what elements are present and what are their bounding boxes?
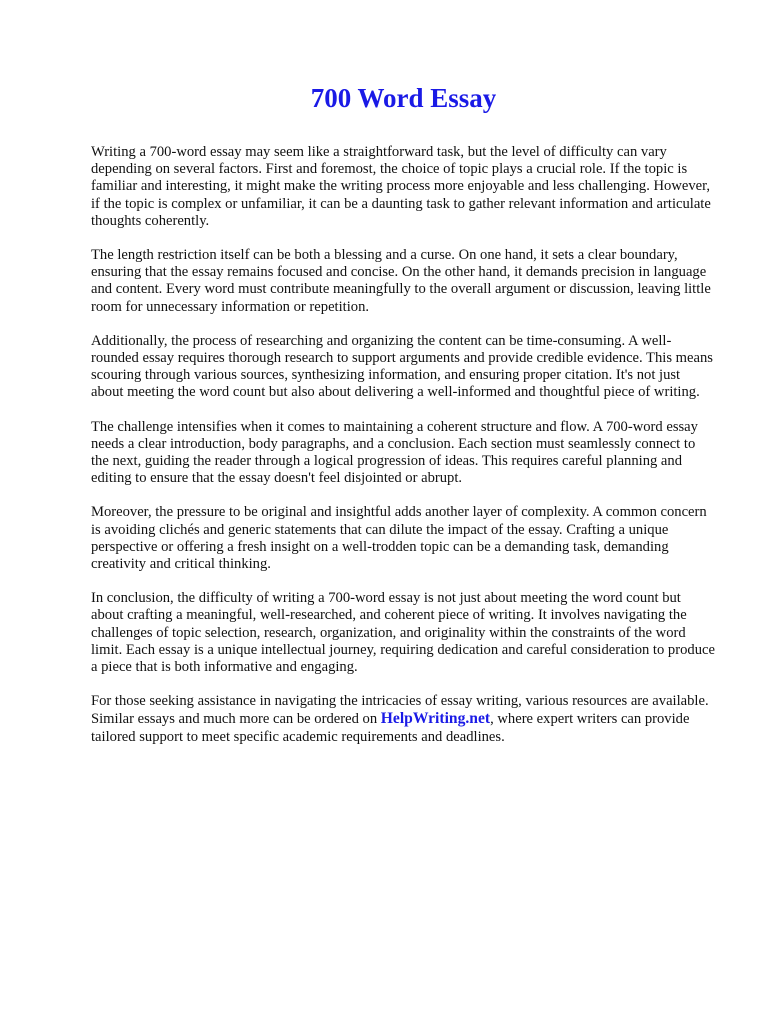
paragraph-7: [91, 693, 716, 746]
paragraph-1: Writing a 700-word essay may seem like a straightforward task, but the level of difficulty can vary depending on several factors. First and foremost, the choice of topic plays a crucial role. If the topic is familiar and interesting, it might make the writing process more enjoyable and less challenging. However, if the topic is complex or unfamiliar, it can be a daunting task to gather relevant information and articulate thoughts coherently.: [91, 144, 711, 229]
paragraph-7-before-link: For those seeking assistance in navigating the intricacies of essay writing, various resources are available. Similar essays and much more can be ordered on: [91, 693, 709, 728]
helpwriting-link[interactable]: HelpWriting.net: [380, 710, 491, 728]
essay-body: [91, 144, 716, 746]
document-page: [91, 0, 716, 763]
paragraph-3: Additionally, the process of researching and organizing the content can be time-consuming. A well-rounded essay requires thorough research to support arguments and provide credible evidence. This means scouring through various sources, synthesizing information, and ensuring proper citation. It's not just about meeting the word count but also about delivering a well-informed and thoughtful piece of writing.: [91, 332, 713, 401]
paragraph-5: Moreover, the pressure to be original and insightful adds another layer of complexity. A common concern is avoiding clichés and generic statements that can dilute the impact of the essay. Crafting a unique perspective or offering a fresh insight on a well-trodden topic can be a demanding task, demanding creativity and critical thinking.: [91, 504, 707, 573]
paragraph-6: In conclusion, the difficulty of writing a 700-word essay is not just about meeting the word count but about crafting a meaningful, well-researched, and coherent piece of writing. It involves navigating the challenges of topic selection, research, organization, and originality within the constraints of the word limit. Each essay is a unique intellectual journey, requiring dedication and careful consideration to produce a piece that is both informative and engaging.: [91, 590, 715, 676]
paragraph-7-after-link: , where expert writers can provide tailored support to meet specific academic requirements and deadlines.: [91, 711, 690, 745]
document-title: 700 Word Essay: [310, 83, 497, 113]
paragraph-4: The challenge intensifies when it comes to maintaining a coherent structure and flow. A 700-word essay needs a clear introduction, body paragraphs, and a conclusion. Each section must seamlessly connect to the next, guiding the reader through a logical progression of ideas. This requires careful planning and editing to ensure that the essay doesn't feel disjointed or abrupt.: [91, 418, 698, 487]
paragraph-2: The length restriction itself can be both a blessing and a curse. On one hand, it sets a clear boundary, ensuring that the essay remains focused and concise. On the other hand, it demands precision in language and content. Every word must contribute meaningfully to the overall argument or discussion, leaving little room for unnecessary information or repetition.: [91, 247, 711, 315]
